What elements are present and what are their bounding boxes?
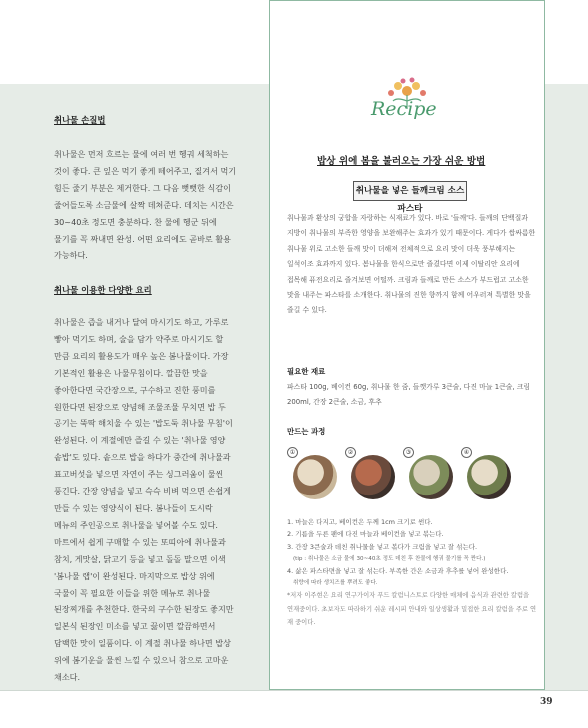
- author-note: *저자 이주현은 요리 연구가이자 푸드 칼럼니스트로 다양한 매체에 음식과 관련한 칼럼을 연재중이다. 초보자도 따라하기 쉬운 레시피 안내와 일상생활과 밀접한 요리 칼럼을 주로 연재 중이다.: [287, 592, 537, 626]
- recipe-headline: 밥상 위에 봄을 불러오는 가장 쉬운 방법: [317, 156, 486, 167]
- section-title-dishes: 취나물 이용한 다양한 요리: [54, 285, 152, 295]
- ingredients-list: 파스타 100g, 베이컨 60g, 취나물 한 줌, 들깻가루 3큰술, 다진 마늘 1큰술, 크림 200ml, 간장 2큰술, 소금, 후추: [287, 383, 531, 406]
- process-photo-number: ①: [287, 447, 298, 458]
- process-step: (tip : 취나물은 소금 물에 30~40초 정도 데친 후 찬물에 헹궈 물기를 꼭 짠다.): [293, 555, 486, 562]
- section-body-preparation: 취나물은 먼저 흐르는 물에 여러 번 헹궈 세척하는 것이 좋다. 큰 잎은 먹기 좋게 떼어주고, 질겨서 먹기 힘든 줄기 부분은 제거한다. 그 다음 뻣뻣한 식감이 줄어들도록 소금물에 살짝 데쳐준다. 데치는 시간은 30~40초 정도면 충분하다. 찬 물에 헹군 뒤에 물기를 꼭 짜내면 완성. 어떤 요리에도 곧바로 활용 가능하다.: [54, 149, 237, 261]
- process-step: 4. 삶은 파스타면을 넣고 잘 섞는다. 부족한 간은 소금과 후추를 넣어 완성한다.: [287, 567, 509, 576]
- process-photo-3: [409, 455, 453, 499]
- recipe-logo-text: Recipe: [371, 98, 437, 120]
- process-photo-1: [293, 455, 337, 499]
- process-photo-number: ③: [403, 447, 414, 458]
- process-photo-4: [467, 455, 511, 499]
- process-photo-2: [351, 455, 395, 499]
- bottom-rule: [0, 690, 588, 691]
- process-step: 취향에 따라 생치즈를 뿌려도 좋다.: [293, 580, 378, 587]
- section-body-dishes: 취나물은 즙을 내거나 달여 마시기도 하고, 가루로 빻아 먹기도 하며, 술을 담가 약주로 마시기도 할 만큼 요리의 활용도가 매우 높은 봄나물이다. 가장 기본적인 활용은 나물무침이다. 깔끔한 맛을 좋아한다면 국간장으로, 구수하고 진한 풍미를 원한다면 된장으로 양념해 조물조물 무치면 밥 두 공기는 뚝딱 해치울 수 있는 '밥도둑 취나물 무침'이 완성된다. 이 계절에만 즐길 수 있는 '취나물 영양 솥밥'도 있다. 솥으로 밥을 하다가 중간에 취나물과 표고버섯을 넣으면 자연이 주는 싱그러움이 물씬 풍긴다. 간장 양념을 넣고 슥슥 비벼 먹으면 손쉽게 만들 수 있는 영양식이 된다. 봄나들이 도시락 메뉴의 주인공으로 취나물을 넣어볼 수도 있다. 마트에서 쉽게 구매할 수 있는 또띠아에 취나물과 참치, 게맛살, 닭고기 등을 넣고 돌돌 말으면 이색 '봄나물 랩'이 완성된다. 마지막으로 밥상 위에 국물이 꼭 필요한 이들을 위한 메뉴로 취나물 된장찌개를 추천한다. 한국의 구수한 된장도 좋지만 일본식 된장인 미소를 넣고 끓이면 깔끔하면서 담백한 맛이 일품이다. 이 계절 취나물 하나면 밥상 위에 봄기운을 물씬 느낄 수 있으니 참으로 고마운 채소다.: [54, 317, 234, 683]
- ingredients-label: 필요한 재료: [287, 367, 326, 376]
- left-column: [0, 84, 268, 690]
- process-photos: [287, 447, 537, 511]
- recipe-intro: 취나물과 환상의 궁합을 자랑하는 식재료가 있다. 바로 '들깨'다. 들깨의 단백질과 지방이 취나물의 부족한 영양을 보완해주는 효과가 있기 때문이다. 게다가 쌉싸름한 취나물 위로 고소한 들깨 맛이 더해져 전체적으로 요리 맛이 더욱 풍부해지는 일석이조 효과까지 있다. 봄나물을 한식으로만 즐겼다면 이제 이탈리안 요리에 접목해 퓨전요리로 즐겨보면 어떨까. 크림과 들깨로 만든 소스가 부드럽고 고소한 맛을 내주는 파스타를 소개한다. 취나물의 진한 향까지 함께 어우러져 특별한 맛을 즐길 수 있다.: [287, 214, 536, 315]
- page-number: 39: [540, 697, 553, 707]
- recipe-card: [269, 0, 545, 690]
- process-steps: [287, 516, 537, 590]
- process-photo-number: ②: [345, 447, 356, 458]
- process-step: 2. 기름을 두른 팬에 다진 마늘과 베이컨을 넣고 볶는다.: [287, 530, 444, 539]
- process-photo-number: ④: [461, 447, 472, 458]
- recipe-subtitle: 취나물을 넣은 들깨크림 소스 파스타: [353, 181, 467, 201]
- process-label: 만드는 과정: [287, 427, 326, 436]
- process-step: 3. 간장 3큰술과 데친 취나물을 넣고 볶다가 크림을 넣고 잘 섞는다.: [287, 542, 478, 551]
- section-title-preparation: 취나물 손질법: [54, 115, 106, 125]
- process-step: 1. 마늘은 다지고, 베이컨은 두께 1cm 크기로 썬다.: [287, 518, 433, 526]
